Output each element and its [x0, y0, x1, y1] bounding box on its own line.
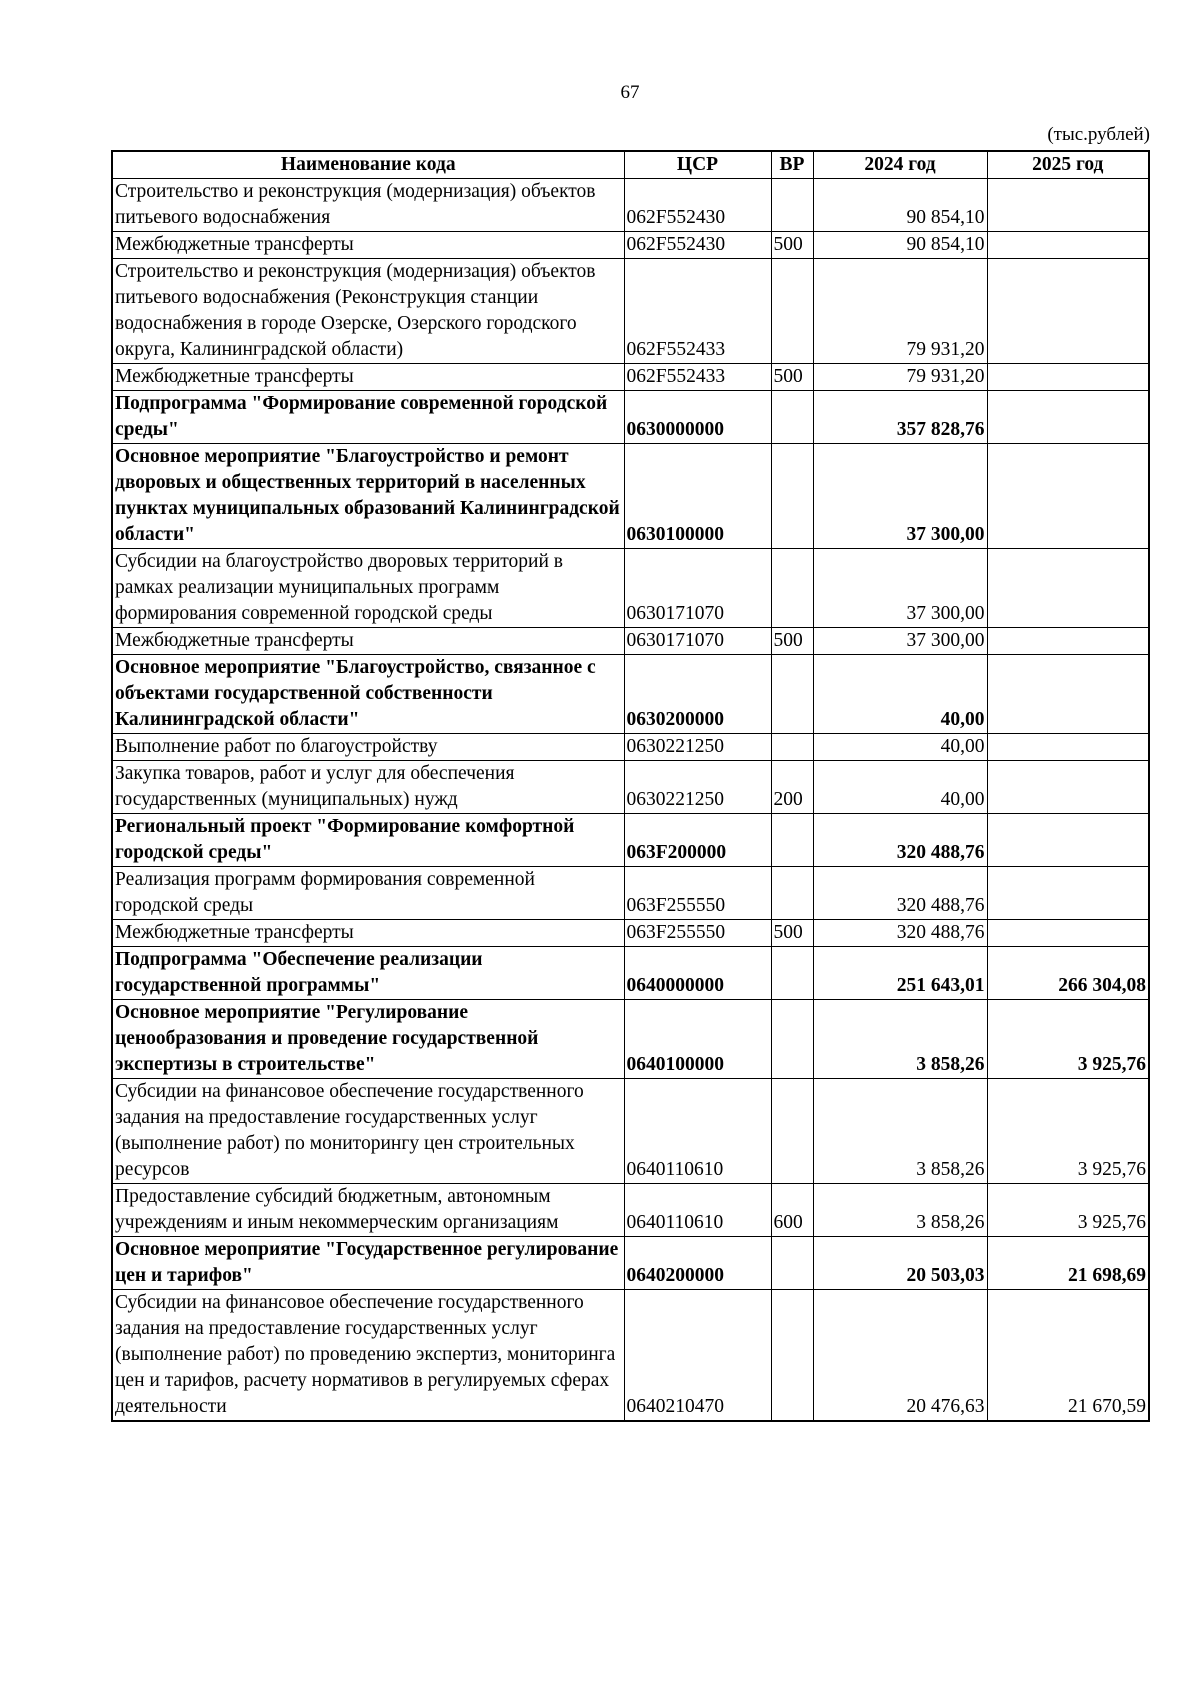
table-row — [112, 232, 1149, 259]
row-2024-value: 37 300,00 — [813, 628, 987, 655]
row-2025-value — [987, 179, 1149, 232]
row-2024-value: 79 931,20 — [813, 364, 987, 391]
row-vr-cell — [771, 947, 813, 1000]
row-name-cell: Основное мероприятие "Благоустройство и ремонт дворовых и общественных территорий в населенных пунктах муниципальных образований Калининградской области" — [112, 444, 624, 549]
row-2024-value: 20 503,03 — [813, 1237, 987, 1290]
budget-table — [111, 150, 1150, 1422]
header-2025: 2025 год — [987, 151, 1149, 179]
row-2025-value — [987, 814, 1149, 867]
table-row — [112, 259, 1149, 364]
row-vr-cell — [771, 734, 813, 761]
row-vr-cell: 500 — [771, 628, 813, 655]
table-row — [112, 761, 1149, 814]
row-2025-value — [987, 867, 1149, 920]
header-name: Наименование кода — [112, 151, 624, 179]
row-csr-cell: 062F552430 — [624, 232, 771, 259]
row-2024-value: 40,00 — [813, 761, 987, 814]
table-row — [112, 391, 1149, 444]
row-name-cell: Межбюджетные трансферты — [112, 232, 624, 259]
units-note: (тыс.рублей) — [1047, 124, 1150, 145]
row-2025-value: 3 925,76 — [987, 1079, 1149, 1184]
table-row — [112, 867, 1149, 920]
row-2025-value — [987, 391, 1149, 444]
row-name-cell: Субсидии на финансовое обеспечение государственного задания на предоставление государственных услуг (выполнение работ) по мониторингу цен строительных ресурсов — [112, 1079, 624, 1184]
row-2025-value: 3 925,76 — [987, 1000, 1149, 1079]
row-csr-cell: 0640000000 — [624, 947, 771, 1000]
row-name-cell: Межбюджетные трансферты — [112, 920, 624, 947]
row-2024-value: 3 858,26 — [813, 1079, 987, 1184]
row-vr-cell — [771, 1290, 813, 1422]
row-csr-cell: 0640100000 — [624, 1000, 771, 1079]
table-row — [112, 1000, 1149, 1079]
row-vr-cell — [771, 549, 813, 628]
row-name-cell: Межбюджетные трансферты — [112, 364, 624, 391]
row-name-cell: Межбюджетные трансферты — [112, 628, 624, 655]
row-csr-cell: 0630100000 — [624, 444, 771, 549]
row-2025-value: 21 698,69 — [987, 1237, 1149, 1290]
row-2025-value — [987, 920, 1149, 947]
row-csr-cell: 0640110610 — [624, 1184, 771, 1237]
table-row — [112, 1184, 1149, 1237]
table-row — [112, 179, 1149, 232]
row-csr-cell: 063F255550 — [624, 920, 771, 947]
row-vr-cell — [771, 655, 813, 734]
row-vr-cell — [771, 1000, 813, 1079]
row-2025-value — [987, 549, 1149, 628]
row-2025-value — [987, 364, 1149, 391]
row-csr-cell: 0640210470 — [624, 1290, 771, 1422]
row-2024-value: 40,00 — [813, 734, 987, 761]
row-vr-cell — [771, 1079, 813, 1184]
table-row — [112, 1237, 1149, 1290]
row-2025-value: 266 304,08 — [987, 947, 1149, 1000]
header-2024: 2024 год — [813, 151, 987, 179]
row-csr-cell: 0630200000 — [624, 655, 771, 734]
row-csr-cell: 063F200000 — [624, 814, 771, 867]
row-name-cell: Основное мероприятие "Государственное регулирование цен и тарифов" — [112, 1237, 624, 1290]
row-name-cell: Закупка товаров, работ и услуг для обеспечения государственных (муниципальных) нужд — [112, 761, 624, 814]
row-name-cell: Реализация программ формирования современной городской среды — [112, 867, 624, 920]
row-2025-value: 3 925,76 — [987, 1184, 1149, 1237]
row-vr-cell — [771, 814, 813, 867]
row-2024-value: 320 488,76 — [813, 814, 987, 867]
row-2024-value: 251 643,01 — [813, 947, 987, 1000]
table-row — [112, 1079, 1149, 1184]
row-2024-value: 40,00 — [813, 655, 987, 734]
row-vr-cell: 500 — [771, 920, 813, 947]
row-csr-cell: 062F552433 — [624, 259, 771, 364]
row-csr-cell: 062F552433 — [624, 364, 771, 391]
table-row — [112, 628, 1149, 655]
row-csr-cell: 0630221250 — [624, 761, 771, 814]
row-name-cell: Субсидии на финансовое обеспечение государственного задания на предоставление государственных услуг (выполнение работ) по проведению экспертиз, мониторинга цен и тарифов, расчету нормативов в регулируемых сферах деятельности — [112, 1290, 624, 1422]
row-name-cell: Подпрограмма "Обеспечение реализации государственной программы" — [112, 947, 624, 1000]
row-2024-value: 90 854,10 — [813, 179, 987, 232]
row-2024-value: 37 300,00 — [813, 444, 987, 549]
row-name-cell: Региональный проект "Формирование комфортной городской среды" — [112, 814, 624, 867]
table-row — [112, 814, 1149, 867]
row-name-cell: Строительство и реконструкция (модернизация) объектов питьевого водоснабжения (Реконструкция станции водоснабжения в городе Озерске, Озерского городского округа, Калининградской области) — [112, 259, 624, 364]
table-row — [112, 364, 1149, 391]
row-2024-value: 90 854,10 — [813, 232, 987, 259]
table-row — [112, 920, 1149, 947]
row-2024-value: 357 828,76 — [813, 391, 987, 444]
row-csr-cell: 0630171070 — [624, 628, 771, 655]
row-vr-cell — [771, 444, 813, 549]
row-vr-cell: 500 — [771, 232, 813, 259]
row-2025-value — [987, 761, 1149, 814]
row-name-cell: Основное мероприятие "Регулирование ценообразования и проведение государственной экспертизы в строительстве" — [112, 1000, 624, 1079]
row-vr-cell — [771, 179, 813, 232]
table-row — [112, 655, 1149, 734]
row-csr-cell: 0630000000 — [624, 391, 771, 444]
page-number: 67 — [620, 82, 640, 103]
row-2024-value: 20 476,63 — [813, 1290, 987, 1422]
header-vr: ВР — [771, 151, 813, 179]
row-vr-cell — [771, 867, 813, 920]
row-2025-value — [987, 628, 1149, 655]
table-row — [112, 1290, 1149, 1422]
table-row — [112, 947, 1149, 1000]
row-name-cell: Субсидии на благоустройство дворовых территорий в рамках реализации муниципальных программ формирования современной городской среды — [112, 549, 624, 628]
row-csr-cell: 062F552430 — [624, 179, 771, 232]
row-2025-value — [987, 444, 1149, 549]
row-vr-cell: 600 — [771, 1184, 813, 1237]
row-2025-value: 21 670,59 — [987, 1290, 1149, 1422]
table-row — [112, 444, 1149, 549]
row-2024-value: 320 488,76 — [813, 867, 987, 920]
table-body — [112, 179, 1149, 1422]
row-vr-cell — [771, 1237, 813, 1290]
header-csr: ЦСР — [624, 151, 771, 179]
row-vr-cell — [771, 391, 813, 444]
row-csr-cell: 0640110610 — [624, 1079, 771, 1184]
row-csr-cell: 063F255550 — [624, 867, 771, 920]
row-2024-value: 320 488,76 — [813, 920, 987, 947]
row-csr-cell: 0630171070 — [624, 549, 771, 628]
row-name-cell: Основное мероприятие "Благоустройство, связанное с объектами государственной собственности Калининградской области" — [112, 655, 624, 734]
row-csr-cell: 0630221250 — [624, 734, 771, 761]
row-csr-cell: 0640200000 — [624, 1237, 771, 1290]
row-2025-value — [987, 232, 1149, 259]
table-row — [112, 734, 1149, 761]
row-2024-value: 3 858,26 — [813, 1184, 987, 1237]
row-2025-value — [987, 259, 1149, 364]
row-2025-value — [987, 734, 1149, 761]
row-2024-value: 3 858,26 — [813, 1000, 987, 1079]
row-vr-cell — [771, 259, 813, 364]
row-name-cell: Предоставление субсидий бюджетным, автономным учреждениям и иным некоммерческим организациям — [112, 1184, 624, 1237]
table-row — [112, 549, 1149, 628]
table-header-row — [112, 151, 1149, 179]
row-name-cell: Подпрограмма "Формирование современной городской среды" — [112, 391, 624, 444]
row-name-cell: Строительство и реконструкция (модернизация) объектов питьевого водоснабжения — [112, 179, 624, 232]
row-2025-value — [987, 655, 1149, 734]
row-name-cell: Выполнение работ по благоустройству — [112, 734, 624, 761]
row-vr-cell: 200 — [771, 761, 813, 814]
row-2024-value: 37 300,00 — [813, 549, 987, 628]
row-2024-value: 79 931,20 — [813, 259, 987, 364]
row-vr-cell: 500 — [771, 364, 813, 391]
